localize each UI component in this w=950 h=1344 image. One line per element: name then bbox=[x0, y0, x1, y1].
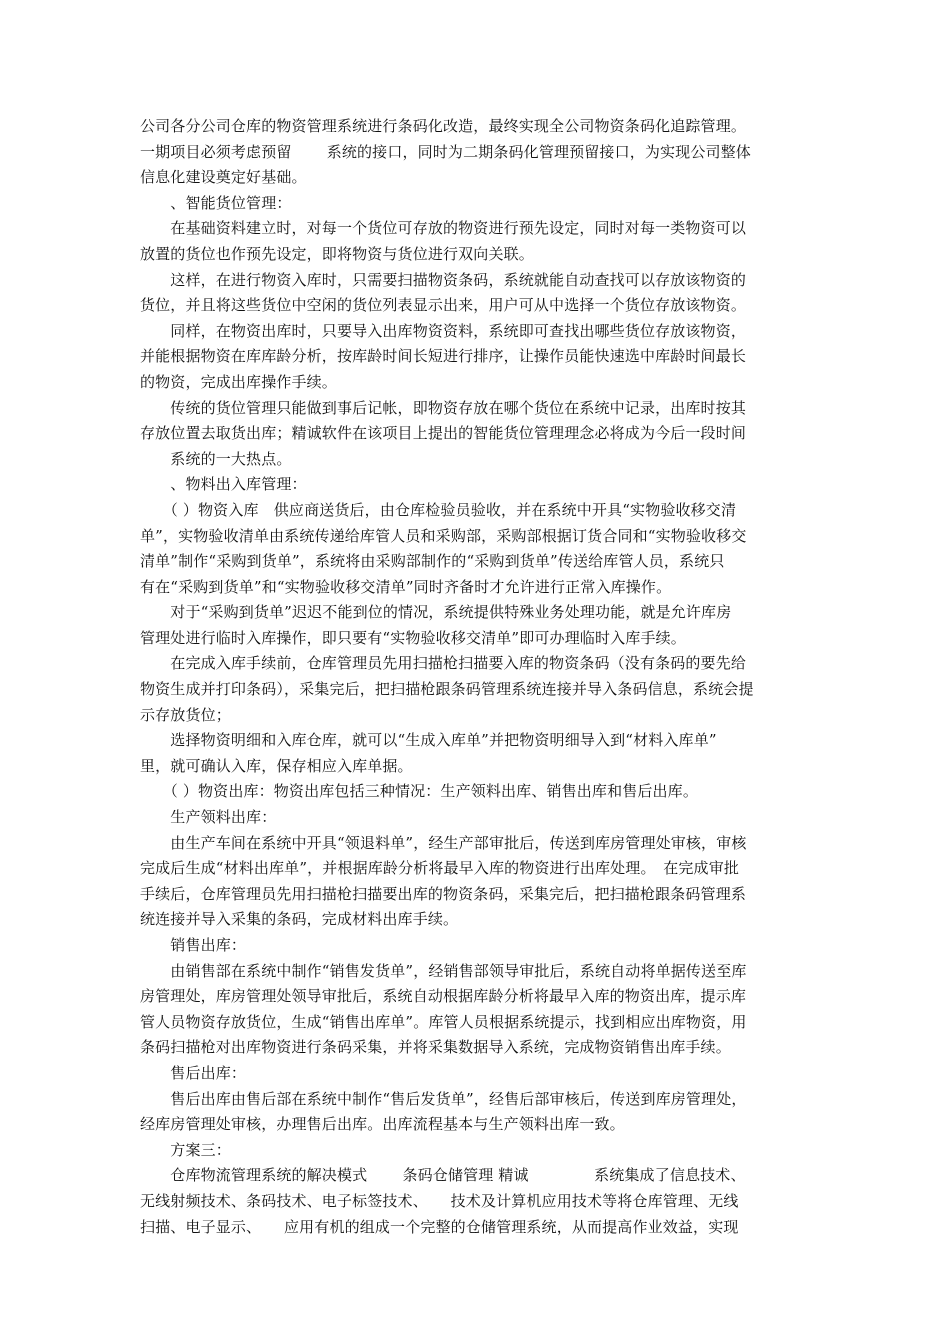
text-line: 公司各分公司仓库的物资管理系统进行条码化改造，最终实现全公司物资条码化追踪管理。 bbox=[140, 117, 747, 135]
text-line: 、物料出入库管理： bbox=[140, 475, 307, 494]
paragraph bbox=[140, 268, 815, 319]
paragraph bbox=[140, 779, 815, 805]
text-line: 单”，实物验收清单由系统传递给库管人员和采购部，采购部根据订货合同和“实物验收移交 bbox=[140, 526, 747, 545]
text-line: 并能根据物资在库库龄分析，按库龄时间长短进行排序，让操作员能快速选中库龄时间最长 bbox=[140, 347, 747, 366]
text-line: 完成后生成“材料出库单”，并根据库龄分析将最早入库的物资进行出库处理。 在完成审批 bbox=[140, 859, 739, 878]
paragraph bbox=[140, 805, 815, 831]
paragraph bbox=[140, 472, 815, 498]
text-line: 传统的货位管理只能做到事后记帐，即物资存放在哪个货位在系统中记录，出库时按其 bbox=[140, 398, 747, 417]
text-line: 放置的货位也作预先设定，即将物资与货位进行双向关联。 bbox=[140, 244, 534, 263]
text-line: 售后出库由售后部在系统中制作“售后发货单”，经售后部审核后，传送到库房管理处， bbox=[140, 1089, 747, 1108]
text-line: 示存放货位； bbox=[140, 705, 231, 724]
text-line: 信息化建设奠定好基础。 bbox=[140, 168, 307, 187]
paragraph bbox=[140, 933, 815, 959]
paragraph bbox=[140, 651, 815, 728]
text-line: 在完成入库手续前，仓库管理员先用扫描枪扫描要入库的物资条码（没有条码的要先给 bbox=[140, 654, 747, 673]
text-line: 条码扫描枪对出库物资进行条码采集，并将采集数据导入系统，完成物资销售出库手续。 bbox=[140, 1038, 731, 1057]
document-body bbox=[140, 114, 815, 1240]
paragraph bbox=[140, 1087, 815, 1138]
text-line: 这样，在进行物资入库时，只需要扫描物资条码，系统就能自动查找可以存放该物资的 bbox=[140, 270, 747, 289]
paragraph bbox=[140, 600, 815, 651]
text-line: 的物资，完成出库操作手续。 bbox=[140, 372, 337, 391]
text-line: 存放位置去取货出库；精诚软件在该项目上提出的智能货位管理理念必将成为今后一段时间 bbox=[140, 424, 747, 443]
text-line: 一期项目必须考虑预留 系统的接口，同时为二期条码化管理预留接口，为实现公司整体 bbox=[140, 142, 751, 161]
text-line: 里，就可确认入库，保存相应入库单据。 bbox=[140, 756, 413, 775]
text-line: 生产领料出库： bbox=[140, 808, 277, 827]
text-line: 由销售部在系统中制作“销售发货单”，经销售部领导审批后，系统自动将单据传送至库 bbox=[140, 961, 747, 980]
paragraph bbox=[140, 216, 815, 267]
paragraph bbox=[140, 191, 815, 217]
text-line: 在基础资料建立时，对每一个货位可存放的物资进行预先设定，同时对每一类物资可以 bbox=[140, 219, 747, 238]
text-line: 物资生成并打印条码），采集完后，把扫描枪跟条码管理系统连接并导入条码信息，系统会提 bbox=[140, 680, 754, 699]
paragraph bbox=[140, 959, 815, 1061]
text-line: 房管理处，库房管理处领导审批后，系统自动根据库龄分析将最早入库的物资出库，提示库 bbox=[140, 987, 747, 1006]
paragraph bbox=[140, 1163, 815, 1240]
text-line: 无线射频技术、条码技术、电子标签技术、 技术及计算机应用技术等将仓库管理、无线 bbox=[140, 1191, 739, 1210]
text-line: （ ）物资入库 供应商送货后，由仓库检验员验收，并在系统中开具“实物验收移交清 bbox=[140, 500, 737, 519]
text-line: 管人员物资存放货位，生成“销售出库单”。库管人员根据系统提示，找到相应出库物资，用 bbox=[140, 1012, 747, 1031]
text-line: 选择物资明细和入库仓库，就可以“生成入库单”并把物资明细导入到“材料入库单” bbox=[140, 731, 717, 750]
text-line: 清单”制作“采购到货单”，系统将由采购部制作的“采购到货单”传送给库管人员，系统只 bbox=[140, 552, 725, 571]
text-line: 对于“采购到货单”迟迟不能到位的情况，系统提供特殊业务处理功能，就是允许库房 bbox=[140, 603, 732, 622]
text-line: 售后出库： bbox=[140, 1063, 247, 1082]
text-line: 有在“采购到货单”和“实物验收移交清单”同时齐备时才允许进行正常入库操作。 bbox=[140, 577, 672, 596]
paragraph bbox=[140, 831, 815, 933]
text-line: 同样，在物资出库时，只要导入出库物资资料，系统即可查找出哪些货位存放该物资， bbox=[140, 321, 747, 340]
text-line: 管理处进行临时入库操作，即只要有“实物验收移交清单”即可办理临时入库手续。 bbox=[140, 628, 686, 647]
text-line: 货位，并且将这些货位中空闲的货位列表显示出来，用户可从中选择一个货位存放该物资。 bbox=[140, 296, 747, 315]
text-line: 销售出库： bbox=[140, 936, 247, 954]
paragraph bbox=[140, 1138, 815, 1164]
text-line: 经库房管理处审核，办理售后出库。出库流程基本与生产领料出库一致。 bbox=[140, 1115, 625, 1134]
paragraph bbox=[140, 1061, 815, 1087]
paragraph bbox=[140, 728, 815, 779]
paragraph bbox=[140, 498, 815, 600]
text-line: 、智能货位管理： bbox=[140, 193, 292, 212]
paragraph bbox=[140, 114, 815, 191]
paragraph bbox=[140, 396, 815, 473]
text-line: 系统的一大热点。 bbox=[140, 449, 292, 468]
text-line: （ ）物资出库：物资出库包括三种情况：生产领料出库、销售出库和售后出库。 bbox=[140, 782, 698, 801]
text-line: 仓库物流管理系统的解决模式 条码仓储管理 精诚 系统集成了信息技术、 bbox=[140, 1166, 746, 1185]
text-line: 统连接并导入采集的条码，完成材料出库手续。 bbox=[140, 910, 459, 929]
text-line: 由生产车间在系统中开具“领退料单”，经生产部审批后，传送到库房管理处审核，审核 bbox=[140, 833, 747, 852]
text-line: 方案三： bbox=[140, 1140, 231, 1159]
paragraph bbox=[140, 319, 815, 396]
text-line: 扫描、电子显示、 应用有机的组成一个完整的仓储管理系统，从而提高作业效益，实现 bbox=[140, 1217, 739, 1236]
text-line: 手续后，仓库管理员先用扫描枪扫描要出库的物资条码，采集完后，把扫描枪跟条码管理系 bbox=[140, 884, 747, 903]
